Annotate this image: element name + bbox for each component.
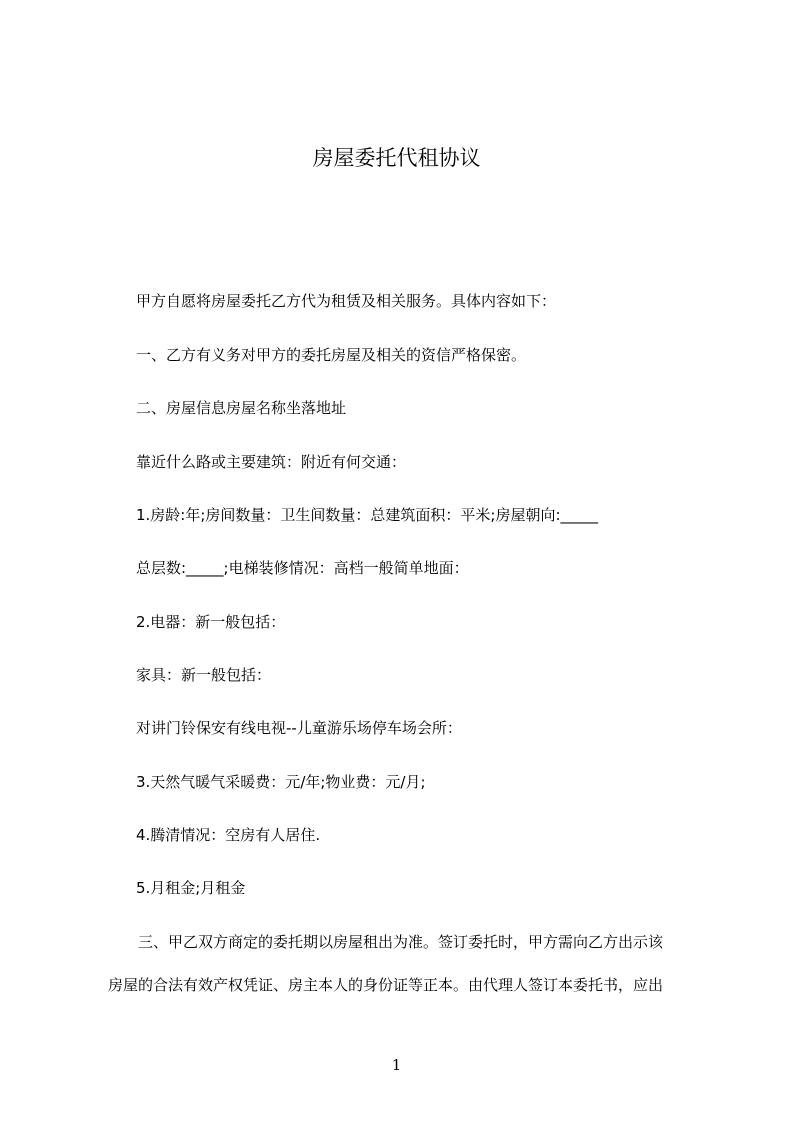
appliances-line: 2.电器：新一般包括： — [136, 613, 286, 631]
clause-two: 二、房屋信息房屋名称坐落地址 — [136, 399, 347, 417]
facilities-line: 对讲门铃保安有线电视--儿童游乐场停车场会所： — [136, 719, 462, 737]
house-age-line: 1.房龄:年;房间数量：卫生间数量：总建筑面积：平米;房屋朝向:_____ — [136, 506, 599, 524]
vacancy-line: 4.腾清情况：空房有人居住. — [136, 826, 321, 844]
fees-line: 3.天然气暖气采暖费：元/年;物业费：元/月; — [136, 773, 426, 791]
nearby-info-line: 靠近什么路或主要建筑：附近有何交通： — [136, 453, 407, 471]
document-title: 房屋委托代租协议 — [312, 146, 481, 170]
rent-line: 5.月租金;月租金 — [136, 879, 246, 897]
clause-three-line-1: 三、甲乙双方商定的委托期以房屋租出为准。签订委托时，甲方需向乙方出示该 — [138, 933, 664, 951]
furniture-line: 家具：新一般包括： — [136, 666, 272, 684]
intro-line: 甲方自愿将房屋委托乙方代为租赁及相关服务。具体内容如下： — [136, 292, 557, 310]
clause-three-paragraph — [108, 932, 688, 1018]
clause-three-line-2: 房屋的合法有效产权凭证、房主本人的身份证等正本。由代理人签订本委托书，应出 — [108, 976, 664, 994]
clause-one: 一、乙方有义务对甲方的委托房屋及相关的资信严格保密。 — [136, 346, 527, 364]
page-number: 1 — [391, 1056, 402, 1074]
floors-line: 总层数:_____;电梯装修情况：高档一般简单地面： — [136, 559, 469, 577]
